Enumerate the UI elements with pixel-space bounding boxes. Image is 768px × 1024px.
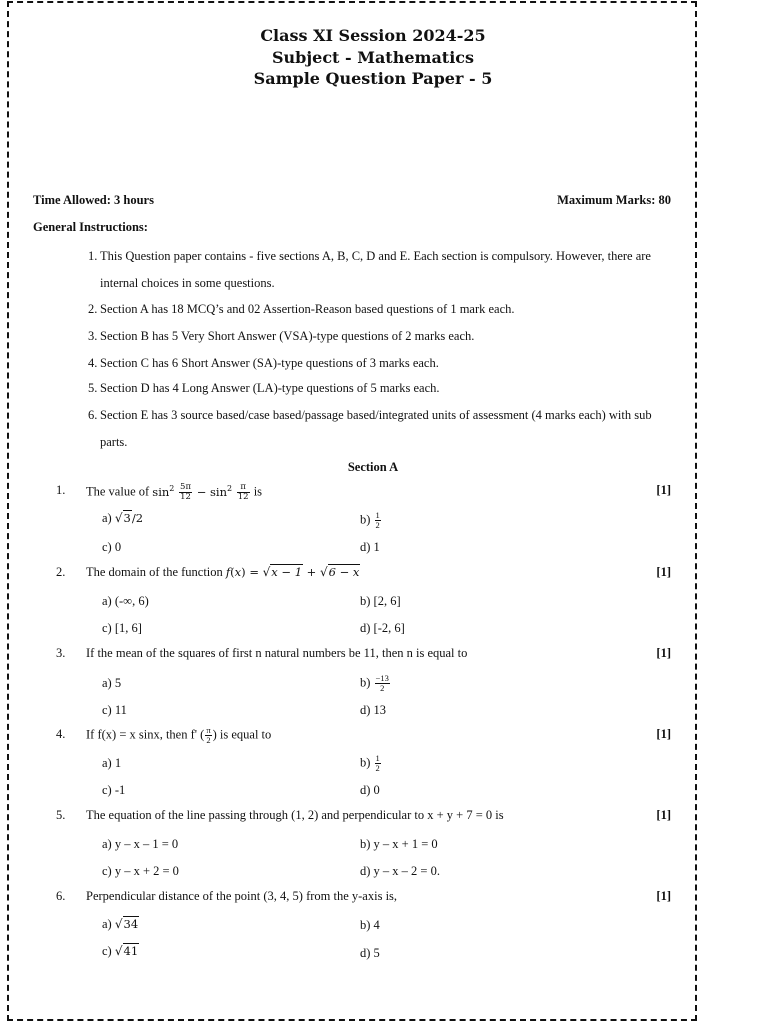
math-expression: $\sin^2$ $\frac{5\pi}{12}$ − $\sin^2$ $\frac{\pi}{12}$ xyxy=(152,482,249,502)
option-b[interactable]: b) 4 xyxy=(360,918,380,932)
header-paper-title: Sample Question Paper - 5 xyxy=(253,69,493,88)
question-marks: [1] xyxy=(656,646,671,660)
instruction-item xyxy=(88,296,660,323)
question-marks: [1] xyxy=(656,565,671,579)
instruction-number: 4. xyxy=(88,356,98,370)
instruction-number: 1. xyxy=(88,249,98,263)
instruction-number: 5. xyxy=(88,381,98,395)
question-marks: [1] xyxy=(656,808,671,822)
question-marks: [1] xyxy=(656,483,671,497)
instruction-text: Section C has 6 Short Answer (SA)-type questions of 3 marks each. xyxy=(100,356,439,370)
option-a[interactable]: a) (-∞, 6) xyxy=(102,594,149,608)
math-expression: f(x) = √x − 1 + √6 − x xyxy=(225,565,360,579)
instruction-text: Section B has 5 Very Short Answer (VSA)-type questions of 2 marks each. xyxy=(100,329,475,343)
question-text: Perpendicular distance of the point (3, 4, 5) from the y-axis is, xyxy=(86,889,398,903)
instruction-item xyxy=(88,402,660,456)
instruction-text: Section A has 18 MCQ’s and 02 Assertion-Reason based questions of 1 mark each. xyxy=(100,302,515,316)
option-d[interactable]: d) [-2, 6] xyxy=(360,621,405,635)
option-c[interactable]: c) 11 xyxy=(102,703,127,717)
question-marks: [1] xyxy=(656,889,671,903)
question-text: The domain of the function f(x) = √x − 1 + √6 − x xyxy=(86,565,360,579)
option-c[interactable]: c) 0 xyxy=(102,540,122,554)
option-a[interactable]: a) 5 xyxy=(102,676,122,690)
option-b[interactable]: b) $\frac{1}{2}$ xyxy=(360,753,380,773)
question-marks: [1] xyxy=(656,727,671,741)
instruction-number: 2. xyxy=(88,302,98,316)
question-number: 3. xyxy=(56,646,66,660)
instruction-text: Section E has 3 source based/case based/passage based/integrated units of assessment (4 marks each) with sub parts. xyxy=(100,408,652,449)
option-c[interactable]: c) -1 xyxy=(102,783,126,797)
question-number: 5. xyxy=(56,808,66,822)
option-a[interactable]: a) 1 xyxy=(102,756,122,770)
option-b[interactable]: b) y – x + 1 = 0 xyxy=(360,837,438,851)
question-text: If f(x) = x sinx, then f' ( $\frac{\pi}{2}$ ) is equal to xyxy=(86,725,272,745)
option-b[interactable]: b) $\frac{1}{2}$ xyxy=(360,510,380,530)
question-text: The equation of the line passing through (1, 2) and perpendicular to x + y + 7 = 0 is xyxy=(86,808,504,822)
question-number: 4. xyxy=(56,727,66,741)
question-number: 6. xyxy=(56,889,66,903)
question-number: 2. xyxy=(56,565,66,579)
section-a-title: Section A xyxy=(347,460,399,474)
time-allowed: Time Allowed: 3 hours xyxy=(33,193,154,207)
option-c[interactable]: c) √41 xyxy=(102,944,139,958)
option-c[interactable]: c) [1, 6] xyxy=(102,621,142,635)
paper-header xyxy=(7,25,739,90)
instruction-item xyxy=(88,323,660,350)
instruction-text: This Question paper contains - five sections A, B, C, D and E. Each section is compulsory. However, there are internal choices in some questions. xyxy=(100,249,651,290)
question-text: If the mean of the squares of first n natural numbers be 11, then n is equal to xyxy=(86,646,468,660)
question-number: 1. xyxy=(56,483,66,497)
option-d[interactable]: d) 1 xyxy=(360,540,380,554)
option-d[interactable]: d) y – x – 2 = 0. xyxy=(360,864,440,878)
instruction-item xyxy=(88,350,660,377)
instruction-number: 3. xyxy=(88,329,98,343)
option-c[interactable]: c) y – x + 2 = 0 xyxy=(102,864,179,878)
option-d[interactable]: d) 5 xyxy=(360,946,380,960)
instruction-number: 6. xyxy=(88,408,98,422)
general-instructions-title: General Instructions: xyxy=(33,220,148,234)
option-d[interactable]: d) 0 xyxy=(360,783,380,797)
instruction-item xyxy=(88,243,660,297)
option-a[interactable]: a) y – x – 1 = 0 xyxy=(102,837,179,851)
question-text: The value of $\sin^2$ $\frac{5\pi}{12}$ − $\sin^2$ $\frac{\pi}{12}$ is xyxy=(86,482,263,502)
option-b[interactable]: b) $\frac{-13}{2}$ xyxy=(360,673,389,693)
option-a[interactable]: a) √34 xyxy=(102,917,139,931)
option-d[interactable]: d) 13 xyxy=(360,703,387,717)
maximum-marks: Maximum Marks: 80 xyxy=(557,193,671,207)
option-a[interactable]: a) √3/2 xyxy=(102,511,144,525)
option-b[interactable]: b) [2, 6] xyxy=(360,594,401,608)
header-class-session: Class XI Session 2024-25 xyxy=(260,26,486,45)
instruction-text: Section D has 4 Long Answer (LA)-type questions of 5 marks each. xyxy=(100,381,440,395)
header-subject: Subject - Mathematics xyxy=(271,47,475,67)
instruction-item xyxy=(88,375,660,402)
